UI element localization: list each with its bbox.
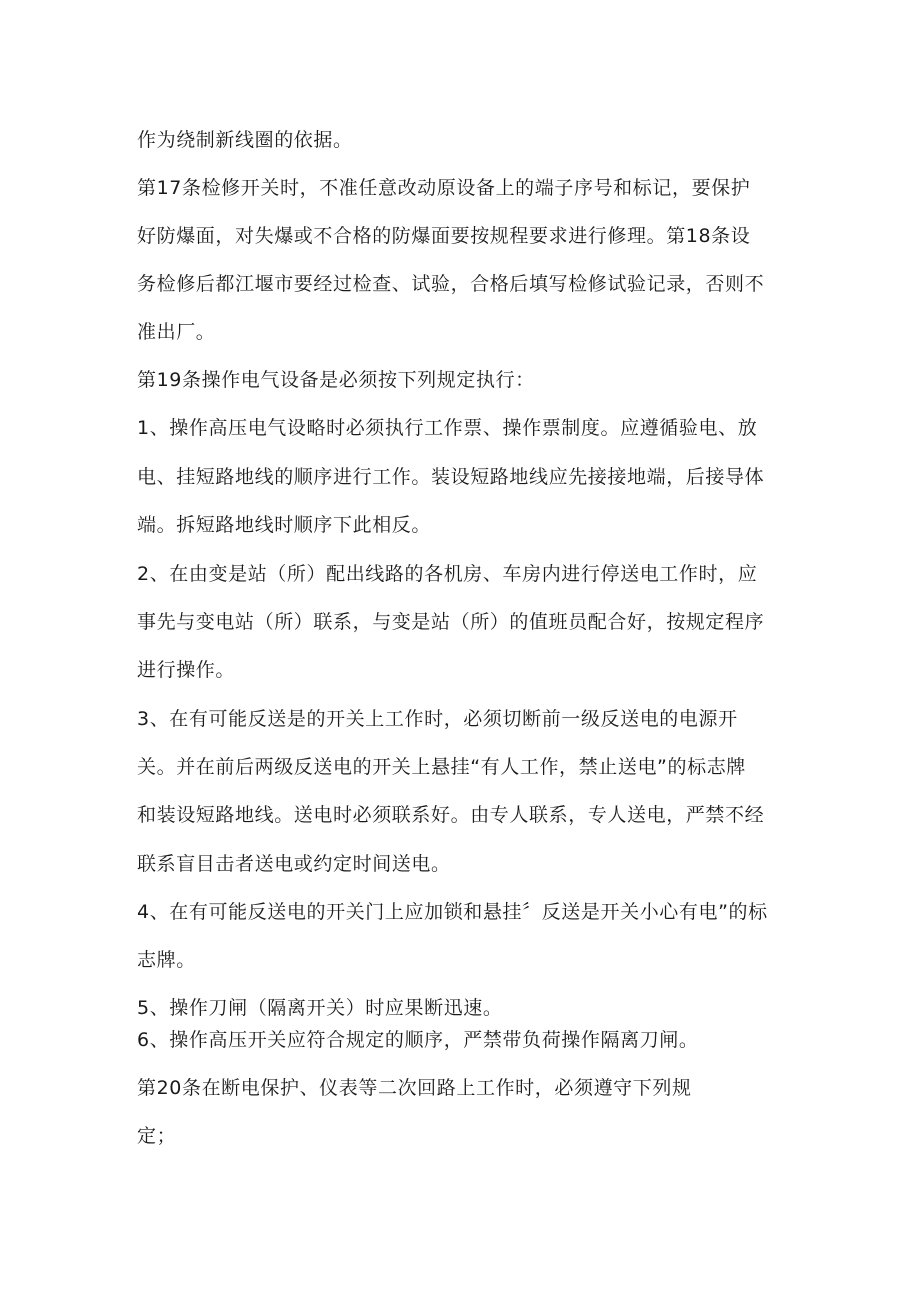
text-line: 第20条在断电保护、仪表等二次回路上工作时，必须遵守下列规 bbox=[137, 1077, 692, 1099]
text-line: 志牌。 bbox=[137, 949, 196, 971]
text-line: 准出厂。 bbox=[137, 321, 216, 343]
text-line: 电、挂短路地线的顺序进行工作。装设短路地线应先接接地端，后接导体 bbox=[137, 466, 765, 488]
text-line: 事先与变电站（所）联系，与变是站（所）的值班员配合好，按规定程序 bbox=[137, 611, 765, 633]
text-line: 进行操作。 bbox=[137, 659, 236, 681]
text-line: 第19条操作电气设备是必须按下列规定执行： bbox=[137, 369, 535, 391]
text-line: 端。拆短路地线时顺序下此相反。 bbox=[137, 514, 432, 536]
text-line: 3、在有可能反送是的开关上工作时，必须切断前一级反送电的电源开 bbox=[137, 708, 738, 730]
text-line: 5、操作刀闸（隔离开关）时应果断迅速。 bbox=[137, 997, 503, 1019]
text-line: 6、操作高压开关应符合规定的顺序，严禁带负荷操作隔离刀闸。 bbox=[137, 1029, 699, 1051]
text-line: 好防爆面，对失爆或不合格的防爆面要按规程要求进行修理。第18条设 bbox=[137, 225, 751, 247]
text-line: 关。并在前后两级反送电的开关上悬挂“有人工作，禁止送电”的标志牌 bbox=[137, 756, 746, 778]
text-line: 务检修后都江堰市要经过检查、试验，合格后填写检修试验记录，否则不 bbox=[137, 273, 765, 295]
text-line: 作为绕制新线圈的依据。 bbox=[137, 129, 353, 151]
text-line: 1、操作高压电气设略时必须执行工作票、操作票制度。应遵循验电、放 bbox=[137, 417, 758, 439]
text-line: 4、在有可能反送电的开关门上应加锁和悬挂〞反送是开关小心有电”的标 bbox=[137, 901, 768, 923]
text-line: 第17条检修开关时，不准任意改动原设备上的端子序号和标记，要保护 bbox=[137, 177, 751, 199]
text-line: 联系盲目击者送电或约定时间送电。 bbox=[137, 853, 451, 875]
text-line: 和装设短路地线。送电时必须联系好。由专人联系，专人送电，严禁不经 bbox=[137, 804, 765, 826]
text-line: 定； bbox=[137, 1125, 177, 1147]
text-line: 2、在由变是站（所）配出线路的各机房、车房内进行停送电工作时，应 bbox=[137, 563, 758, 585]
